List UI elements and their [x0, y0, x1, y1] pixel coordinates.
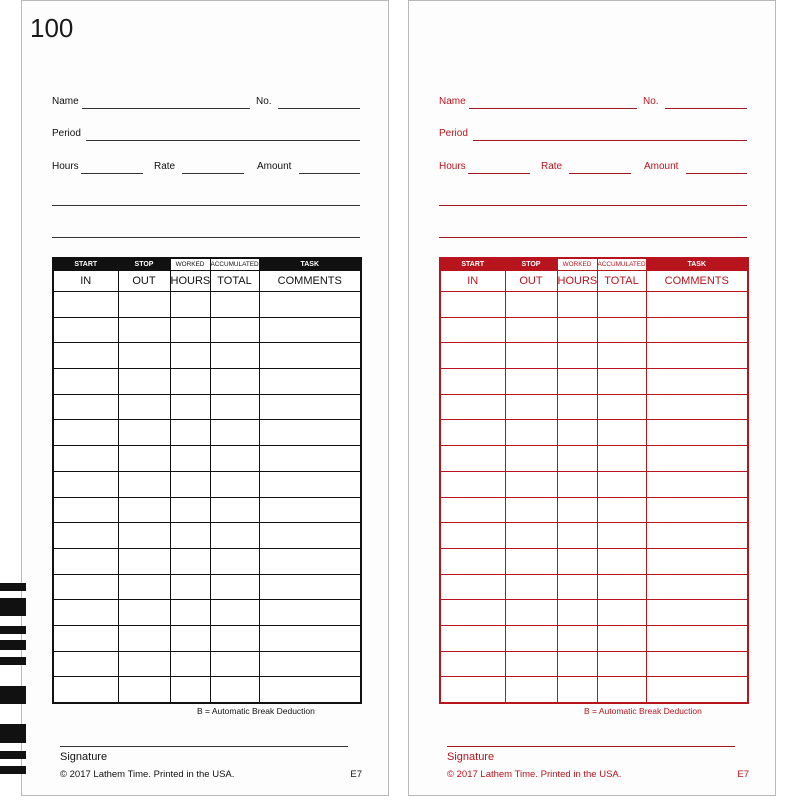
break-deduction-note: B = Automatic Break Deduction — [584, 706, 702, 716]
time-entry-cell[interactable] — [210, 651, 259, 677]
header-hours: HOURS — [170, 271, 210, 292]
time-entry-cell[interactable] — [597, 446, 646, 472]
time-table — [52, 257, 362, 704]
time-entry-cell[interactable] — [440, 369, 505, 395]
time-entry-cell[interactable] — [53, 651, 118, 677]
time-entry-cell[interactable] — [170, 497, 210, 523]
header-in: IN — [53, 271, 118, 292]
signature-field[interactable] — [60, 746, 348, 747]
time-entry-cell[interactable] — [646, 343, 748, 369]
time-entry-cell[interactable] — [118, 677, 170, 703]
time-entry-row — [53, 548, 361, 574]
time-entry-row — [440, 394, 748, 420]
time-entry-cell[interactable] — [118, 394, 170, 420]
name-label: Name — [52, 96, 79, 107]
time-entry-row — [440, 677, 748, 703]
name-field[interactable] — [469, 108, 637, 109]
time-entry-cell[interactable] — [597, 420, 646, 446]
header-worked: WORKED — [170, 258, 210, 271]
time-entry-cell[interactable] — [597, 369, 646, 395]
signature-field[interactable] — [447, 746, 735, 747]
pay-row — [52, 160, 360, 176]
header-task: TASK — [646, 258, 748, 271]
time-entry-cell[interactable] — [440, 497, 505, 523]
barcode-mark — [0, 626, 26, 634]
time-entry-cell[interactable] — [440, 343, 505, 369]
time-entry-cell[interactable] — [557, 369, 597, 395]
time-entry-cell[interactable] — [505, 677, 557, 703]
time-entry-row — [53, 369, 361, 395]
rate-field[interactable] — [569, 173, 631, 174]
blank-line[interactable] — [439, 237, 747, 238]
time-entry-cell[interactable] — [170, 651, 210, 677]
time-entry-cell[interactable] — [259, 548, 361, 574]
name-row — [439, 95, 747, 111]
time-entry-cell[interactable] — [440, 523, 505, 549]
time-entry-row — [53, 420, 361, 446]
time-entry-row — [440, 625, 748, 651]
rate-label: Rate — [154, 161, 176, 172]
time-entry-cell[interactable] — [505, 574, 557, 600]
time-entry-cell[interactable] — [210, 317, 259, 343]
period-row — [439, 127, 747, 143]
card-code: E7 — [350, 769, 362, 780]
time-entry-cell[interactable] — [259, 369, 361, 395]
time-entry-cell[interactable] — [118, 651, 170, 677]
time-entry-cell[interactable] — [259, 446, 361, 472]
hours-label: Hours — [439, 161, 466, 172]
time-entry-row — [440, 369, 748, 395]
time-entry-cell[interactable] — [210, 420, 259, 446]
time-entry-cell[interactable] — [170, 677, 210, 703]
time-entry-cell[interactable] — [646, 446, 748, 472]
time-entry-cell[interactable] — [170, 548, 210, 574]
copyright-footer: © 2017 Lathem Time. Printed in the USA. — [60, 769, 235, 780]
amount-label: Amount — [644, 161, 679, 172]
time-entry-cell[interactable] — [53, 471, 118, 497]
time-entry-cell[interactable] — [557, 420, 597, 446]
time-entry-cell[interactable] — [597, 497, 646, 523]
time-entry-cell[interactable] — [53, 574, 118, 600]
time-entry-cell[interactable] — [170, 523, 210, 549]
time-entry-row — [440, 471, 748, 497]
time-entry-cell[interactable] — [597, 677, 646, 703]
header-worked: WORKED — [557, 258, 597, 271]
time-entry-cell[interactable] — [557, 625, 597, 651]
time-entry-row — [440, 523, 748, 549]
time-entry-cell[interactable] — [646, 600, 748, 626]
header-total: TOTAL — [210, 271, 259, 292]
time-entry-cell[interactable] — [259, 471, 361, 497]
time-entry-cell[interactable] — [597, 548, 646, 574]
time-entry-row — [440, 446, 748, 472]
header-comments: COMMENTS — [259, 271, 361, 292]
time-entry-cell[interactable] — [259, 677, 361, 703]
time-entry-cell[interactable] — [53, 394, 118, 420]
time-entry-cell[interactable] — [210, 394, 259, 420]
barcode-mark — [0, 751, 26, 759]
time-entry-cell[interactable] — [259, 343, 361, 369]
time-card-red — [408, 0, 776, 796]
time-entry-cell[interactable] — [210, 292, 259, 318]
signature-label: Signature — [60, 751, 108, 763]
header-comments: COMMENTS — [646, 271, 748, 292]
time-entry-cell[interactable] — [646, 625, 748, 651]
time-entry-cell[interactable] — [505, 651, 557, 677]
time-entry-cell[interactable] — [259, 394, 361, 420]
blank-line[interactable] — [52, 205, 360, 206]
time-entry-cell[interactable] — [118, 574, 170, 600]
time-entry-cell[interactable] — [259, 600, 361, 626]
time-entry-cell[interactable] — [170, 394, 210, 420]
time-entry-cell[interactable] — [118, 600, 170, 626]
time-entry-cell[interactable] — [210, 548, 259, 574]
time-entry-cell[interactable] — [646, 369, 748, 395]
time-entry-cell[interactable] — [170, 317, 210, 343]
barcode-mark — [0, 583, 26, 591]
time-entry-cell[interactable] — [118, 292, 170, 318]
time-entry-cell[interactable] — [53, 292, 118, 318]
time-entry-cell[interactable] — [646, 394, 748, 420]
header-stop: STOP — [118, 258, 170, 271]
time-entry-row — [440, 600, 748, 626]
header-hours: HOURS — [557, 271, 597, 292]
time-entry-cell[interactable] — [170, 625, 210, 651]
period-field[interactable] — [86, 140, 360, 141]
time-entry-row — [53, 471, 361, 497]
time-entry-cell[interactable] — [210, 471, 259, 497]
time-entry-cell[interactable] — [597, 471, 646, 497]
time-entry-cell[interactable] — [557, 548, 597, 574]
barcode-mark — [0, 657, 26, 665]
time-entry-cell[interactable] — [118, 523, 170, 549]
rate-field[interactable] — [182, 173, 244, 174]
period-row — [52, 127, 360, 143]
barcode-mark — [0, 766, 26, 774]
time-entry-cell[interactable] — [505, 446, 557, 472]
time-entry-cell[interactable] — [646, 677, 748, 703]
time-entry-cell[interactable] — [170, 600, 210, 626]
time-entry-row — [53, 574, 361, 600]
amount-field[interactable] — [299, 173, 360, 174]
time-entry-cell[interactable] — [53, 317, 118, 343]
time-entry-row — [53, 292, 361, 318]
time-entry-cell[interactable] — [259, 651, 361, 677]
time-entry-cell[interactable] — [505, 600, 557, 626]
time-entry-row — [53, 600, 361, 626]
time-entry-row — [440, 317, 748, 343]
time-entry-cell[interactable] — [557, 651, 597, 677]
no-field[interactable] — [278, 108, 360, 109]
time-entry-cell[interactable] — [440, 548, 505, 574]
hours-field[interactable] — [468, 173, 530, 174]
time-entry-cell[interactable] — [210, 343, 259, 369]
time-entry-cell[interactable] — [118, 317, 170, 343]
time-entry-cell[interactable] — [440, 651, 505, 677]
time-entry-cell[interactable] — [53, 600, 118, 626]
time-entry-cell[interactable] — [597, 625, 646, 651]
time-entry-cell[interactable] — [557, 343, 597, 369]
time-entry-cell[interactable] — [440, 677, 505, 703]
time-entry-row — [53, 446, 361, 472]
time-entry-cell[interactable] — [170, 446, 210, 472]
time-entry-row — [440, 292, 748, 318]
card-code: E7 — [737, 769, 749, 780]
time-entry-row — [53, 394, 361, 420]
time-entry-cell[interactable] — [118, 471, 170, 497]
period-label: Period — [52, 128, 81, 139]
time-entry-cell[interactable] — [259, 420, 361, 446]
time-entry-cell[interactable] — [597, 600, 646, 626]
amount-field[interactable] — [686, 173, 747, 174]
no-field[interactable] — [665, 108, 747, 109]
time-entry-cell[interactable] — [440, 394, 505, 420]
time-entry-cell[interactable] — [505, 369, 557, 395]
name-row — [52, 95, 360, 111]
time-entry-row — [440, 420, 748, 446]
time-entry-cell[interactable] — [440, 574, 505, 600]
time-entry-cell[interactable] — [118, 369, 170, 395]
time-entry-cell[interactable] — [557, 497, 597, 523]
time-entry-cell[interactable] — [118, 420, 170, 446]
time-entry-cell[interactable] — [646, 292, 748, 318]
time-entry-cell[interactable] — [646, 651, 748, 677]
signature-label: Signature — [447, 751, 495, 763]
period-label: Period — [439, 128, 468, 139]
time-entry-cell[interactable] — [646, 574, 748, 600]
time-entry-cell[interactable] — [505, 523, 557, 549]
time-entry-cell[interactable] — [505, 292, 557, 318]
time-entry-cell[interactable] — [646, 548, 748, 574]
time-entry-cell[interactable] — [505, 497, 557, 523]
time-entry-cell[interactable] — [118, 446, 170, 472]
time-entry-cell[interactable] — [440, 292, 505, 318]
time-entry-cell[interactable] — [170, 574, 210, 600]
time-entry-cell[interactable] — [646, 523, 748, 549]
time-entry-cell[interactable] — [646, 471, 748, 497]
time-entry-cell[interactable] — [53, 677, 118, 703]
time-entry-cell[interactable] — [440, 471, 505, 497]
time-entry-cell[interactable] — [53, 548, 118, 574]
time-entry-cell[interactable] — [259, 523, 361, 549]
time-entry-cell[interactable] — [557, 292, 597, 318]
time-entry-cell[interactable] — [505, 471, 557, 497]
time-entry-cell[interactable] — [259, 497, 361, 523]
time-entry-cell[interactable] — [259, 574, 361, 600]
time-entry-row — [53, 523, 361, 549]
time-entry-cell[interactable] — [557, 523, 597, 549]
time-entry-row — [53, 677, 361, 703]
time-entry-cell[interactable] — [259, 317, 361, 343]
time-entry-cell[interactable] — [597, 651, 646, 677]
time-entry-cell[interactable] — [557, 677, 597, 703]
pay-row — [439, 160, 747, 176]
time-entry-cell[interactable] — [53, 446, 118, 472]
time-entry-cell[interactable] — [597, 317, 646, 343]
time-table — [439, 257, 749, 704]
time-entry-cell[interactable] — [440, 317, 505, 343]
time-entry-cell[interactable] — [118, 548, 170, 574]
time-entry-cell[interactable] — [259, 625, 361, 651]
time-entry-cell[interactable] — [170, 292, 210, 318]
time-entry-cell[interactable] — [557, 574, 597, 600]
time-entry-cell[interactable] — [505, 625, 557, 651]
time-entry-row — [53, 651, 361, 677]
time-entry-row — [53, 343, 361, 369]
blank-line[interactable] — [439, 205, 747, 206]
header-start: START — [440, 258, 505, 271]
time-entry-cell[interactable] — [646, 420, 748, 446]
barcode-mark — [0, 640, 26, 650]
time-entry-cell[interactable] — [53, 420, 118, 446]
time-entry-cell[interactable] — [210, 523, 259, 549]
time-entry-row — [440, 497, 748, 523]
time-entry-row — [440, 548, 748, 574]
time-entry-row — [440, 343, 748, 369]
blank-line[interactable] — [52, 237, 360, 238]
time-entry-cell[interactable] — [118, 343, 170, 369]
time-entry-cell[interactable] — [557, 394, 597, 420]
time-entry-cell[interactable] — [597, 292, 646, 318]
hours-field[interactable] — [81, 173, 143, 174]
time-entry-cell[interactable] — [53, 625, 118, 651]
time-entry-cell[interactable] — [557, 471, 597, 497]
time-entry-cell[interactable] — [210, 497, 259, 523]
time-entry-cell[interactable] — [557, 317, 597, 343]
header-out: OUT — [505, 271, 557, 292]
period-field[interactable] — [473, 140, 747, 141]
header-start: START — [53, 258, 118, 271]
time-card-black — [21, 0, 389, 796]
time-entry-cell[interactable] — [53, 523, 118, 549]
hours-label: Hours — [52, 161, 79, 172]
time-entry-cell[interactable] — [557, 446, 597, 472]
rate-label: Rate — [541, 161, 563, 172]
time-entry-cell[interactable] — [505, 317, 557, 343]
time-entry-row — [53, 317, 361, 343]
time-entry-cell[interactable] — [210, 600, 259, 626]
amount-label: Amount — [257, 161, 292, 172]
time-entry-cell[interactable] — [505, 394, 557, 420]
header-accumulated: ACCUMULATED — [597, 258, 646, 271]
time-entry-cell[interactable] — [210, 625, 259, 651]
time-entry-cell[interactable] — [597, 574, 646, 600]
time-entry-cell[interactable] — [440, 420, 505, 446]
time-entry-cell[interactable] — [118, 625, 170, 651]
time-entry-cell[interactable] — [597, 394, 646, 420]
time-entry-cell[interactable] — [210, 446, 259, 472]
time-entry-cell[interactable] — [505, 420, 557, 446]
time-entry-cell[interactable] — [210, 677, 259, 703]
name-label: Name — [439, 96, 466, 107]
time-entry-cell[interactable] — [53, 497, 118, 523]
barcode-mark — [0, 724, 26, 743]
time-entry-cell[interactable] — [440, 446, 505, 472]
header-stop: STOP — [505, 258, 557, 271]
time-entry-cell[interactable] — [210, 369, 259, 395]
no-label: No. — [256, 96, 272, 107]
time-entry-cell[interactable] — [646, 317, 748, 343]
name-field[interactable] — [82, 108, 250, 109]
header-total: TOTAL — [597, 271, 646, 292]
time-entry-cell[interactable] — [597, 343, 646, 369]
time-entry-row — [440, 651, 748, 677]
time-entry-row — [440, 574, 748, 600]
time-entry-cell[interactable] — [118, 497, 170, 523]
barcode-mark — [0, 598, 26, 616]
break-deduction-note: B = Automatic Break Deduction — [197, 706, 315, 716]
time-entry-cell[interactable] — [53, 369, 118, 395]
no-label: No. — [643, 96, 659, 107]
time-entry-cell[interactable] — [505, 343, 557, 369]
barcode-mark — [0, 686, 26, 704]
header-in: IN — [440, 271, 505, 292]
time-entry-cell[interactable] — [170, 369, 210, 395]
time-entry-row — [53, 497, 361, 523]
time-entry-row — [53, 625, 361, 651]
time-entry-cell[interactable] — [210, 574, 259, 600]
header-accumulated: ACCUMULATED — [210, 258, 259, 271]
time-entry-cell[interactable] — [170, 420, 210, 446]
time-entry-cell[interactable] — [597, 523, 646, 549]
time-entry-cell[interactable] — [505, 548, 557, 574]
header-task: TASK — [259, 258, 361, 271]
time-entry-cell[interactable] — [440, 625, 505, 651]
time-entry-cell[interactable] — [170, 343, 210, 369]
card-number: 100 — [30, 13, 74, 43]
header-out: OUT — [118, 271, 170, 292]
time-entry-cell[interactable] — [440, 600, 505, 626]
time-entry-cell[interactable] — [646, 497, 748, 523]
time-entry-cell[interactable] — [259, 292, 361, 318]
time-entry-cell[interactable] — [557, 600, 597, 626]
copyright-footer: © 2017 Lathem Time. Printed in the USA. — [447, 769, 622, 780]
time-entry-cell[interactable] — [53, 343, 118, 369]
time-entry-cell[interactable] — [170, 471, 210, 497]
